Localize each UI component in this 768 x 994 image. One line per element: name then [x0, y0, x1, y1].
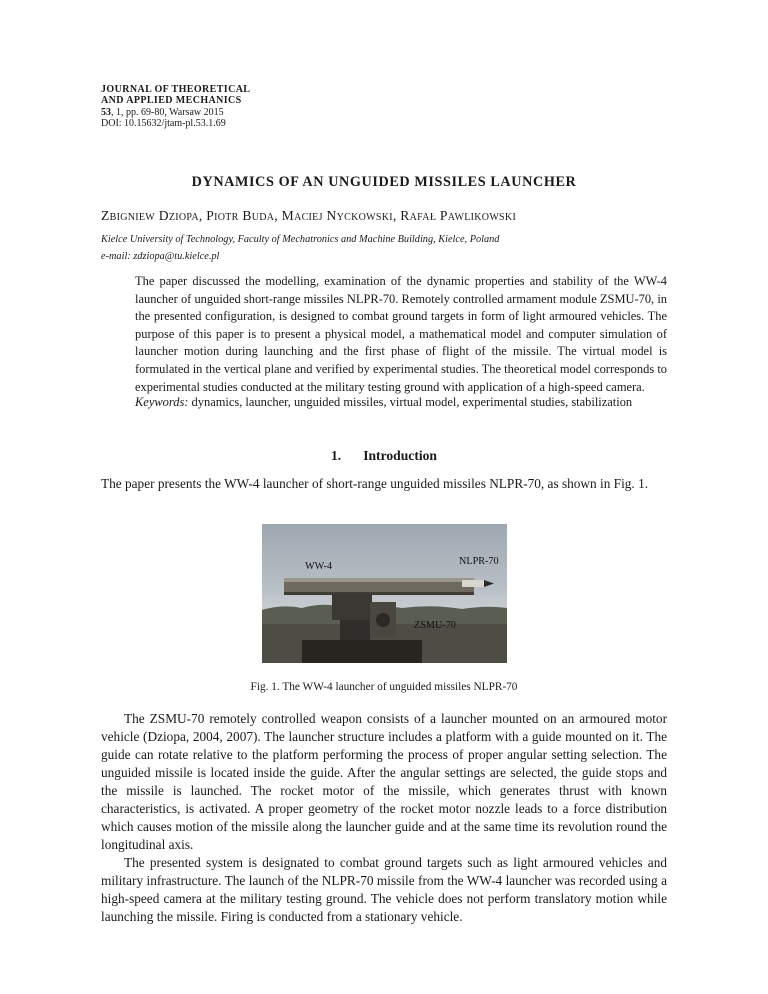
email-label: e-mail:: [101, 251, 131, 262]
launcher-photo-illustration: [262, 524, 507, 663]
keywords: [135, 394, 667, 412]
body-text: [101, 710, 667, 926]
label-nlpr70: NLPR-70: [459, 556, 499, 567]
figure-caption: Fig. 1. The WW-4 launcher of unguided missiles NLPR-70: [250, 681, 518, 693]
issue-pages: , 1, pp. 69-80, Warsaw 2015: [111, 106, 224, 118]
affiliation: Kielce University of Technology, Faculty of Mechatronics and Machine Building, Kielce, Poland: [101, 234, 500, 245]
section-title: Introduction: [363, 448, 437, 463]
section-heading: [0, 448, 768, 464]
keywords-list: dynamics, launcher, unguided missiles, virtual model, experimental studies, stabilization: [191, 395, 633, 409]
label-ww4: WW-4: [305, 561, 333, 572]
journal-header: [101, 84, 361, 130]
figure-launcher-photo: [262, 524, 507, 663]
volume-number: 53: [101, 106, 111, 118]
email-line: [101, 251, 219, 262]
label-zsmu70: ZSMU-70: [414, 620, 456, 631]
section-number: 1.: [331, 448, 342, 463]
abstract: The paper discussed the modelling, examination of the dynamic properties and stability of the WW-4 launcher of unguided short-range missiles NLPR-70. Remotely controlled armament module ZSMU-70, in the presented configuration, is designed to combat ground targets in form of light armoured vehicles. The purpose of this paper is to present a physical model, a mathematical model and computer simulation of launcher motion during launching and the first phase of flight of the missile. The virtual model is formulated in the vertical plane and verified by experimental studies. The theoretical model corresponds to experimental studies conducted at the military testing ground with application of a high-speed camera.: [135, 274, 667, 394]
authors: Zbigniew Dziopa, Piotr Buda, Maciej Nyckowski, Rafał Pawlikowski: [101, 208, 517, 223]
journal-name-line2: AND APPLIED MECHANICS: [101, 95, 242, 107]
body-paragraph-1: The ZSMU-70 remotely controlled weapon consists of a launcher mounted on an armoured motor vehicle (Dziopa, 2004, 2007). The launcher structure includes a platform with a guide mounted on it. The guide can rotate relative to the platform performing the process of proper angular setting selection. The unguided missile is located inside the guide. After the angular settings are selected, the guide stops and the missile is launched. The rocket motor of the missile, which generates thrust with known characteristics, is activated. A proper geometry of the rocket motor nozzle leads to a force distribution which causes motion of the missile along the launcher guide and at the same time its revolution round the longitudinal axis.: [101, 711, 667, 852]
intro-paragraph: The paper presents the WW-4 launcher of short-range unguided missiles NLPR-70, as shown in Fig. 1.: [101, 476, 649, 491]
journal-name-line1: JOURNAL OF THEORETICAL: [101, 84, 251, 95]
body-paragraph-2: The presented system is designated to combat ground targets such as light armoured vehicles and military infrastructure. The launch of the NLPR-70 missile from the WW-4 launcher was recorded using a high-speed camera at the military testing ground. The vehicle does not perform translatory motion while launching the missile. Firing is conducted from a stationary vehicle.: [101, 855, 667, 924]
email-address: zdziopa@tu.kielce.pl: [133, 251, 220, 262]
keywords-label: Keywords:: [135, 395, 189, 409]
doi: DOI: 10.15632/jtam-pl.53.1.69: [101, 118, 226, 130]
volume-info: [101, 107, 361, 118]
paper-title: DYNAMICS OF AN UNGUIDED MISSILES LAUNCHER: [191, 174, 577, 190]
